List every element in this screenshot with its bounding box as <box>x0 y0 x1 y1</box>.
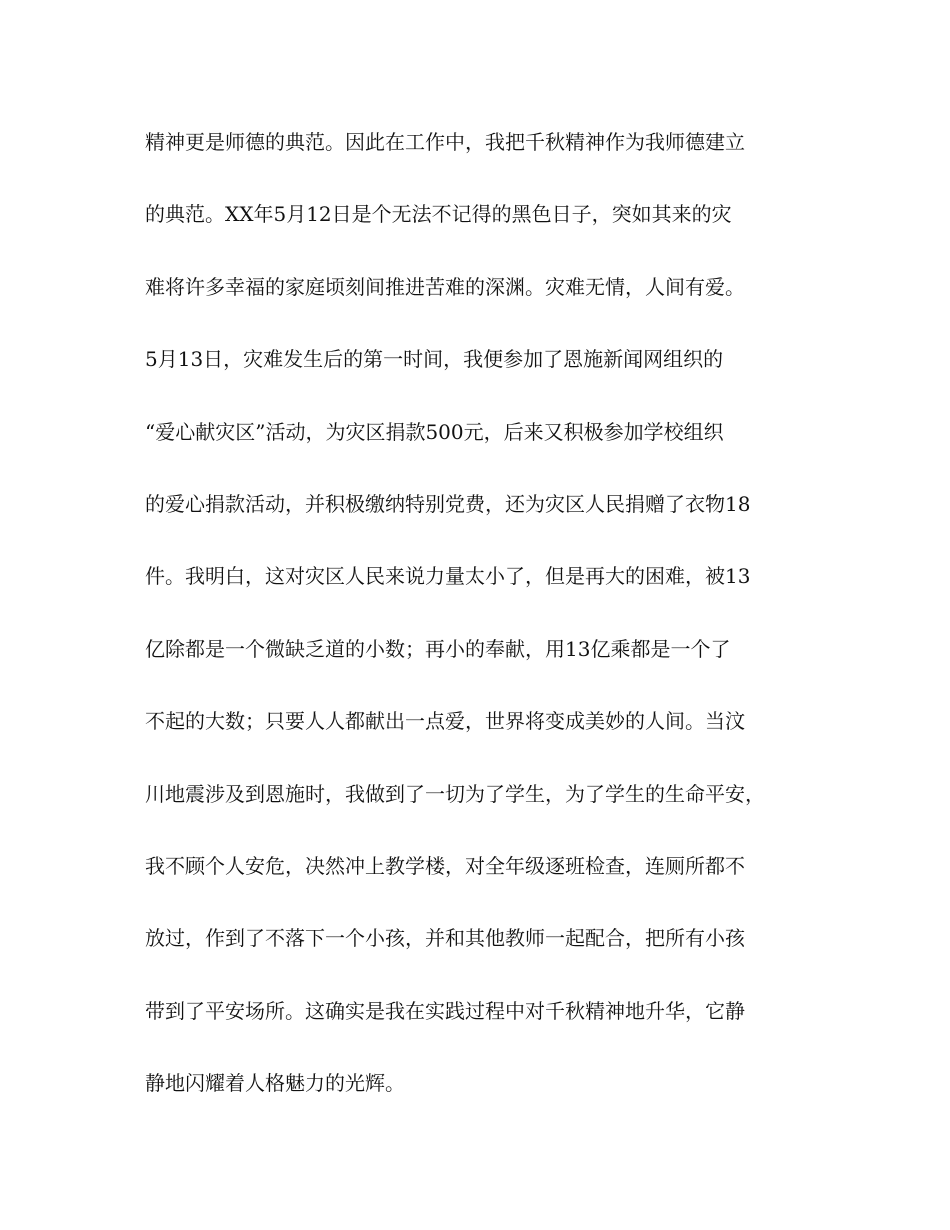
text-line-12: 放过，作到了不落下一个小孩，并和其他教师一起配合，把所有小孩 <box>145 926 745 951</box>
text-line-6: 的爱心捐款活动，并积极缴纳特别党费，还为灾区人民捐赠了衣物18 <box>145 491 751 516</box>
text-line-5: “爱心献灾区”活动，为灾区捐款500元，后来又积极参加学校组织 <box>145 419 724 444</box>
text-line-14: 静地闪耀着人格魅力的光辉。 <box>145 1071 405 1096</box>
text-line-2: 的典范。XX年5月12日是个无法不记得的黑色日子，突如其来的灾 <box>145 202 732 227</box>
text-line-8: 亿除都是一个微缺乏道的小数；再小的奉献，用13亿乘都是一个了 <box>145 636 731 661</box>
text-line-9: 不起的大数；只要人人都献出一点爱，世界将变成美妙的人间。当汶 <box>145 709 745 734</box>
text-line-3: 难将许多幸福的家庭顷刻间推进苦难的深渊。灾难无情，人间有爱。 <box>145 274 745 299</box>
text-line-7: 件。我明白，这对灾区人民来说力量太小了，但是再大的困难，被13 <box>145 564 751 589</box>
text-line-11: 我不顾个人安危，决然冲上教学楼，对全年级逐班检查，连厕所都不 <box>145 853 745 878</box>
document-body <box>145 124 815 1137</box>
text-line-1: 精神更是师德的典范。因此在工作中，我把千秋精神作为我师德建立 <box>145 130 745 154</box>
text-line-4: 5月13日，灾难发生后的第一时间，我便参加了恩施新闻网组织的 <box>145 347 724 372</box>
text-line-13: 带到了平安场所。这确实是我在实践过程中对千秋精神地升华，它静 <box>145 998 745 1023</box>
text-line-10: 川地震涉及到恩施时，我做到了一切为了学生，为了学生的生命平安， <box>145 781 765 806</box>
